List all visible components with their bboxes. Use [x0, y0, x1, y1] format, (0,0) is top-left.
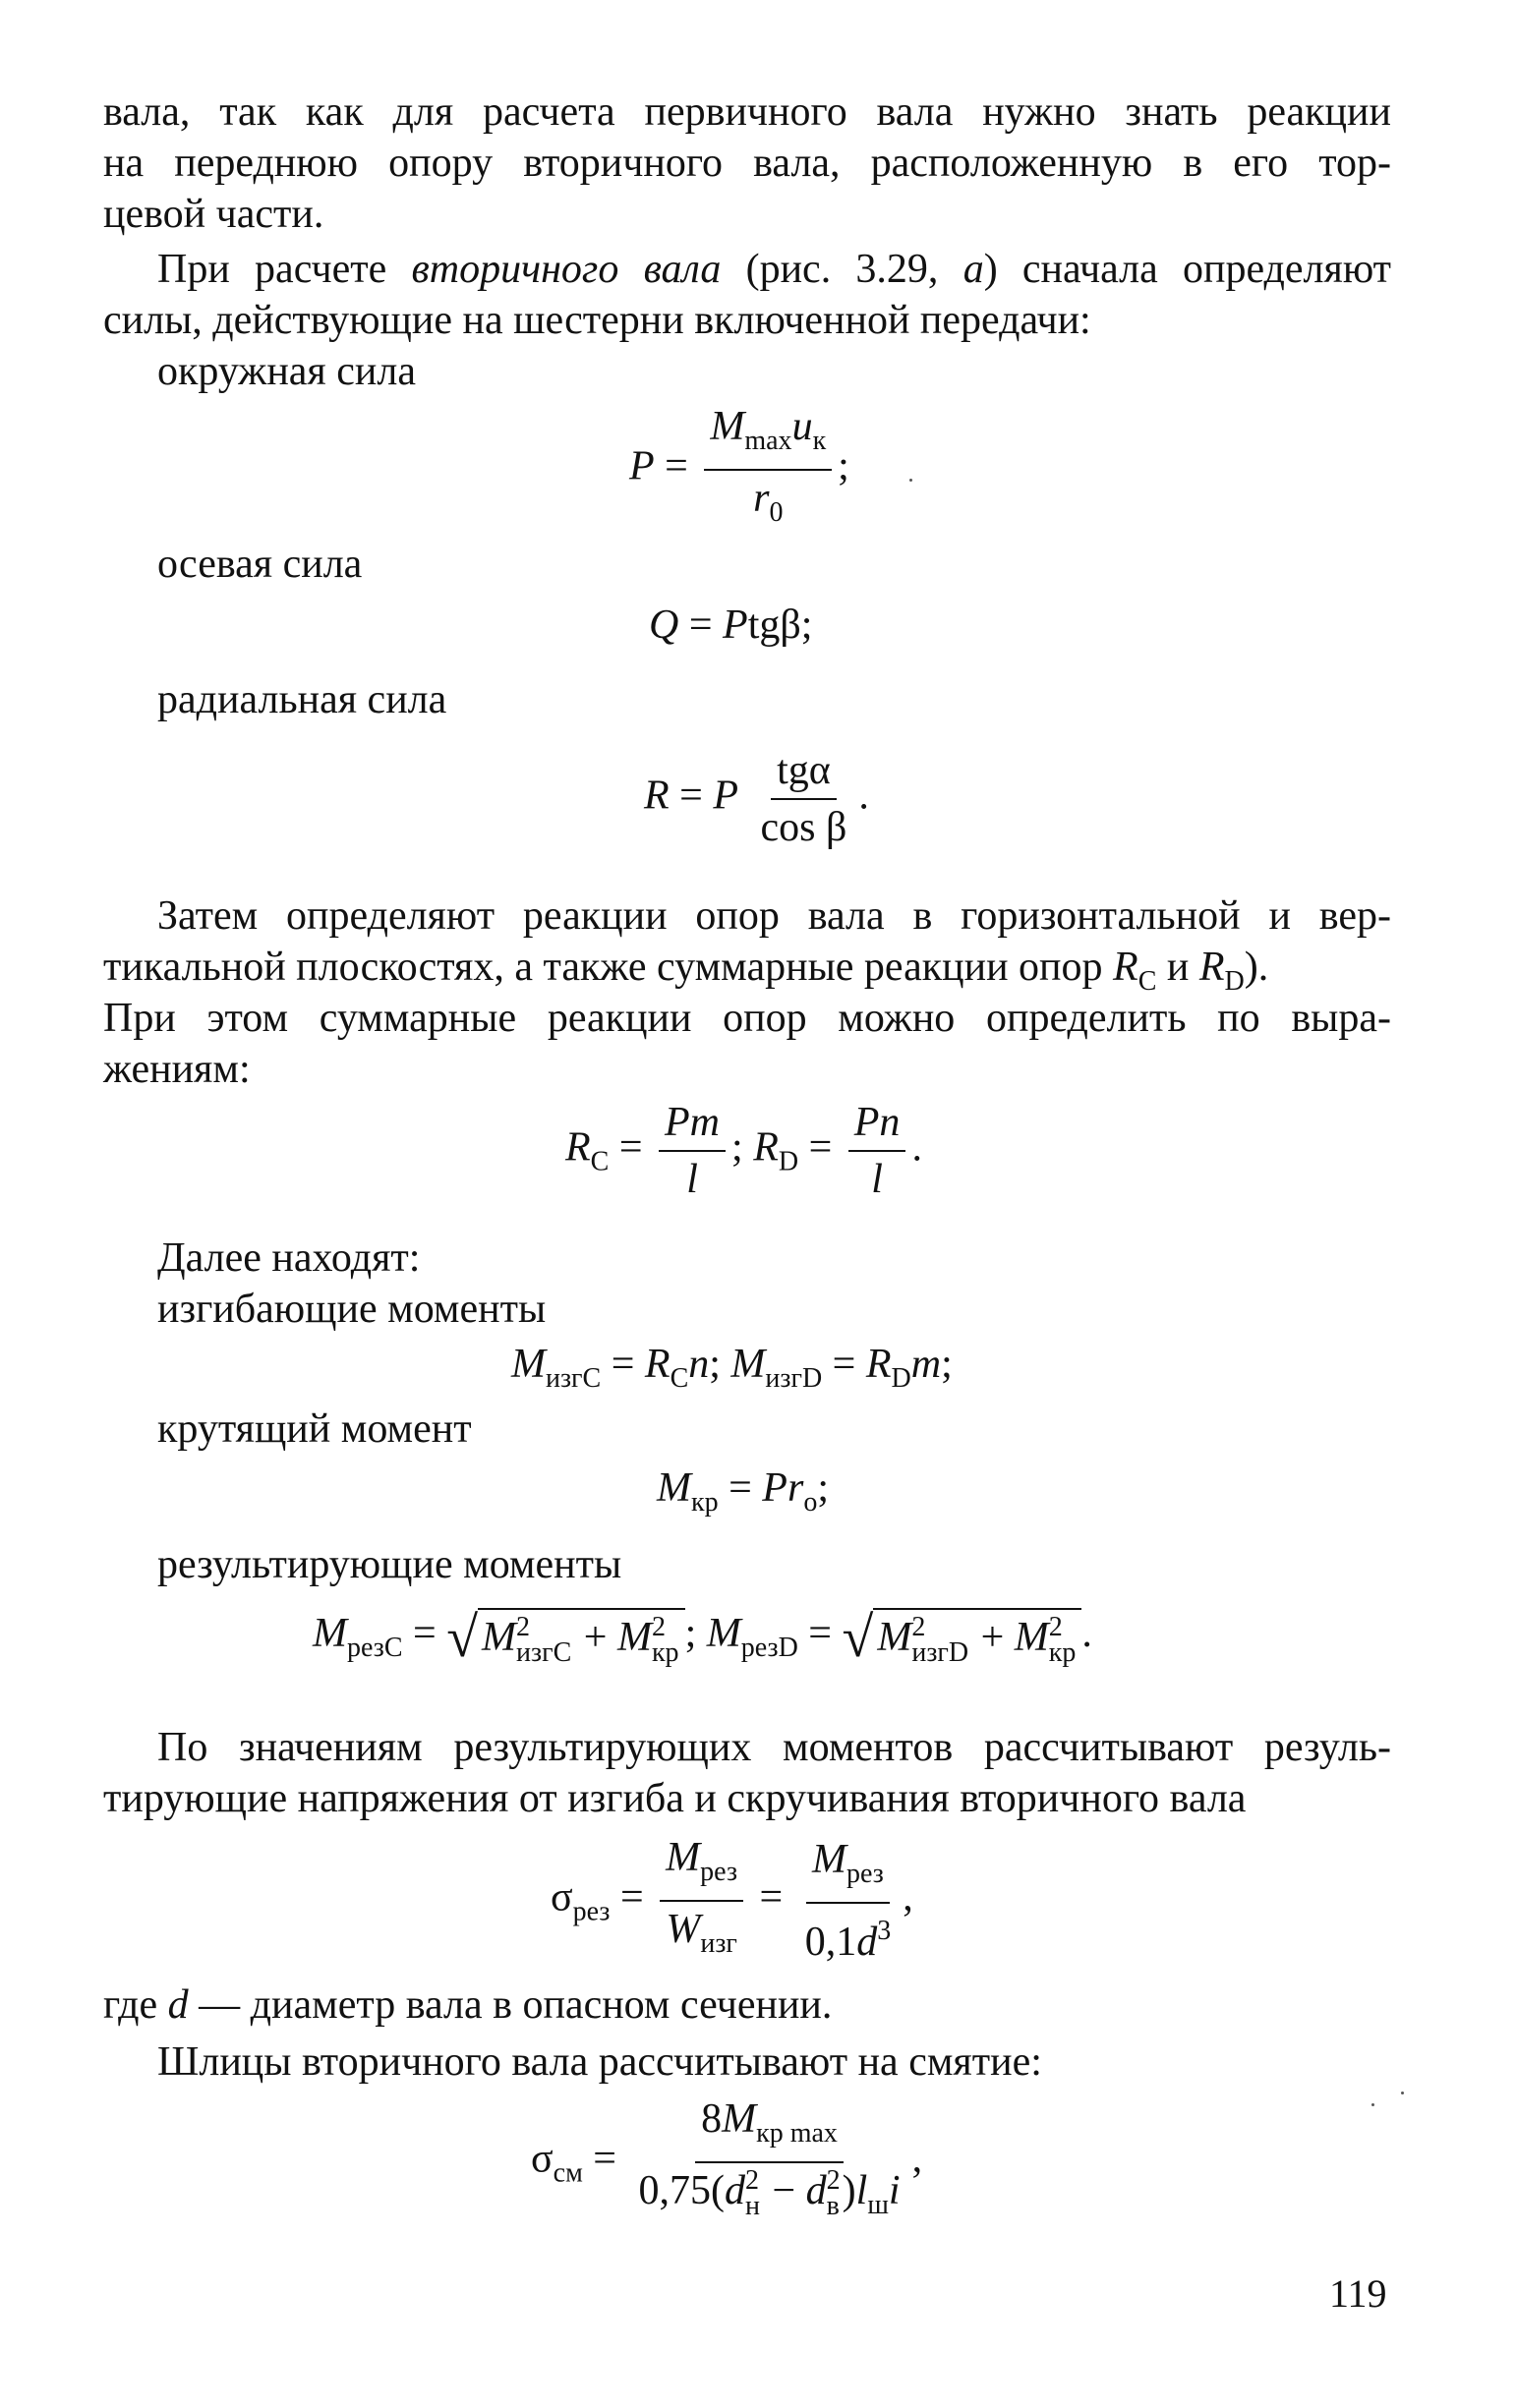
emphasis-text: вторичного вала	[411, 247, 722, 292]
formula-resultant-moments: $M_{резC} = √M$ 2 изгC + M 2 кр ; $M_{резD} = √M$ 2 изгD + M 2 кр .	[313, 1605, 1092, 1669]
fraction: $\frac{Pm}{l}$	[659, 1099, 726, 1203]
formula-resultant-stress: $\sigma_{рез}$ = $\frac{M_{рез}}{W_{изг}}$ = $\frac{M_{рез}}{0,1d^3}$ ,	[551, 1834, 913, 1968]
label-resultant-moments: результирующие моменты	[157, 1542, 622, 1587]
text-line: силы, действующие на шестерни включенной передачи:	[103, 298, 1091, 343]
text-span: (рис. 3.29,	[721, 247, 963, 292]
fraction: $\frac{\text{tgα}}{\text{cos β}}$	[760, 748, 847, 850]
text-line: где d — диаметр вала в опасном сечении.	[103, 1982, 833, 2028]
scan-speck	[909, 479, 912, 482]
formula-support-reactions: $R_C$ = $\frac{Pm}{l}$ ; $R_D$ = $\frac{Pn}{l}$ .	[565, 1100, 922, 1202]
text-line	[157, 244, 1391, 295]
fraction: $\frac{Pn}{l}$	[848, 1099, 906, 1203]
label-radial-force: радиальная сила	[157, 677, 447, 722]
text-span: ) сначала определяют	[983, 247, 1392, 292]
text-span: При расчете	[157, 247, 412, 292]
text-line: Далее находят:	[157, 1235, 421, 1281]
formula-axial-force: Q = Ptgβ;	[649, 602, 813, 648]
fraction: $\frac{M_{рез}}{W_{изг}}$	[660, 1834, 743, 1968]
label-torque: крутящий момент	[157, 1406, 472, 1452]
formula-symbol: P	[629, 443, 655, 489]
label-bending-moments: изгибающие моменты	[157, 1287, 547, 1332]
formula-torque: $M_{кр} = Pr_о$;	[657, 1465, 829, 1518]
formula-operator: =	[665, 443, 688, 489]
page-number: 119	[1329, 2271, 1387, 2316]
text-line: жениям:	[103, 1047, 251, 1092]
text-line: Затем определяют реакции опор вала в горизонтальной и вер-	[157, 893, 1391, 939]
text-line: Шлицы вторичного вала рассчитывают на смятие:	[157, 2039, 1042, 2085]
fraction: $8M_{кр max}$ 0,75(d 2 н − d 2 в )$l_шi$	[638, 2096, 901, 2222]
text-line: тирующие напряжения от изгиба и скручивания вторичного вала	[103, 1776, 1247, 1821]
scan-speck	[1401, 2092, 1404, 2094]
text-line: на переднюю опору вторичного вала, расположенную в его тор-	[103, 141, 1391, 186]
text-line: цевой части.	[103, 192, 324, 237]
formula-bending-moments: $M_{изгC} = R_Cn$; $M_{изгD} = R_Dm$;	[511, 1342, 953, 1394]
text-line: По значениям результирующих моментов рассчитывают резуль-	[157, 1725, 1391, 1770]
formula-radial-force: R = P $\frac{\text{tgα}}{\text{cos β}}$ .	[644, 748, 869, 850]
fraction: $\frac{M_{max}u_к}{r_0}$	[704, 403, 832, 537]
fraction: $\frac{M_{рез}}{0,1d^3}$	[804, 1837, 892, 1965]
emphasis-text: а	[962, 247, 984, 292]
text-line: вала, так как для расчета первичного вала нужно знать реакции	[103, 89, 1391, 135]
text-line: тикальной плоскостях, а также суммарные реакции опор $R_C$ и $R_D$).	[103, 945, 1269, 997]
formula-circular-force: P = $\frac{M_{max}u_к}{r_0}$ ;	[629, 403, 849, 537]
formula-crushing-stress: $\sigma_{см}$ = $8M_{кр max}$ 0,75(d 2 н − d 2 в )$l_шi$ ,	[531, 2095, 922, 2229]
label-circular-force: окружная сила	[157, 349, 416, 394]
text-line: При этом суммарные реакции опор можно определить по выра-	[103, 996, 1391, 1041]
label-axial-force: осевая сила	[157, 542, 363, 587]
scan-speck	[1371, 2103, 1374, 2106]
